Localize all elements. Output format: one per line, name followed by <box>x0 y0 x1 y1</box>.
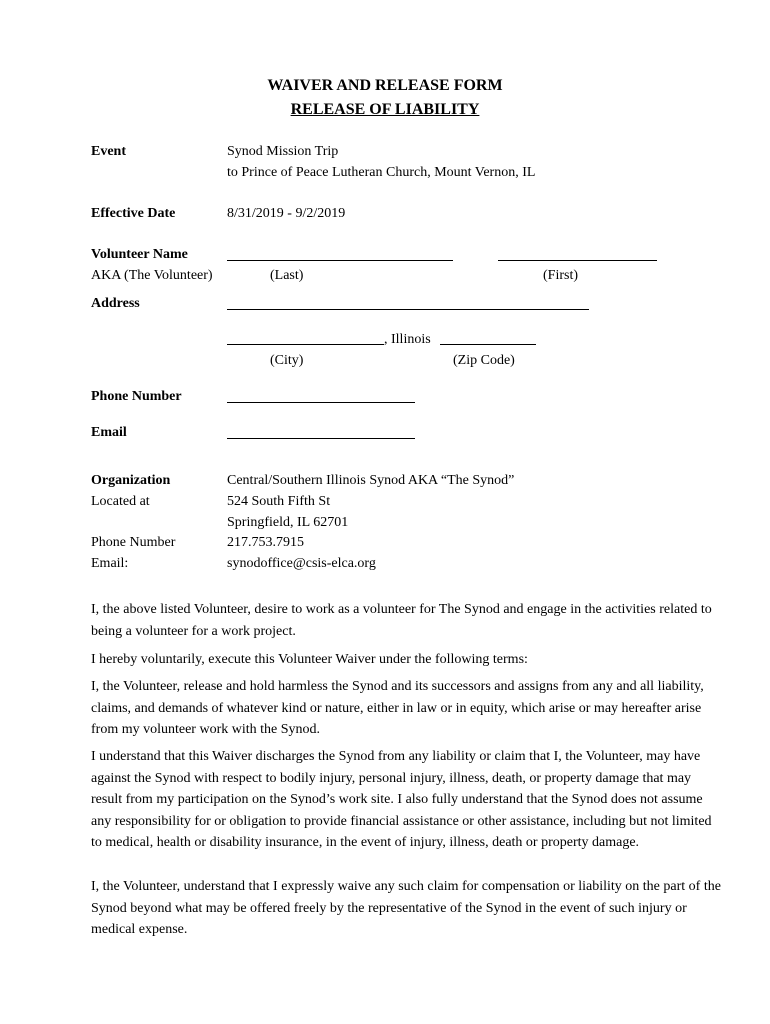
email-field[interactable] <box>227 438 415 439</box>
event-location: to Prince of Peace Lutheran Church, Mount Vernon, IL <box>227 165 536 180</box>
effective-date-value: 8/31/2019 - 9/2/2019 <box>227 206 346 221</box>
form-title: WAIVER AND RELEASE FORM <box>267 77 503 94</box>
paragraph-waive-claims: I, the Volunteer, understand that I expressly waive any such claim for compensation or liability on the part of the Synod beyond what may be offered freely by the representative of the Synod in the event of such injury or medical expense. <box>91 879 721 937</box>
event-name: Synod Mission Trip <box>227 144 339 159</box>
organization-email: synodoffice@csis-elca.org <box>227 556 376 571</box>
last-name-field[interactable] <box>227 260 453 261</box>
organization-phone: 217.753.7915 <box>227 535 304 550</box>
effective-date-label: Effective Date <box>91 206 176 221</box>
paragraph-execute-waiver: I hereby voluntarily, execute this Volunteer Waiver under the following terms: <box>91 652 528 667</box>
street-address-field[interactable] <box>227 309 589 310</box>
email-label: Email <box>91 425 127 440</box>
organization-name: Central/Southern Illinois Synod AKA “The Synod” <box>227 473 515 488</box>
address-label: Address <box>91 296 140 311</box>
last-name-caption: (Last) <box>270 268 304 283</box>
event-label: Event <box>91 144 126 159</box>
zip-code-caption: (Zip Code) <box>453 353 515 368</box>
paragraph-discharge: I understand that this Waiver discharges the Synod from any liability or claim that I, the Volunteer, may have against the Synod with respect to bodily injury, personal injury, illness, death, or property damage that may result from my participation on the Synod’s work site. I also fully understand that the Synod does not assume any responsibility for or obligation to provide financial assistance or other assistance, including but not limited to medical, health or disability insurance, in the event of injury, illness, death or property damage. <box>91 749 712 850</box>
city-caption: (City) <box>270 353 304 368</box>
zip-code-field[interactable] <box>440 344 536 345</box>
first-name-field[interactable] <box>498 260 657 261</box>
first-name-caption: (First) <box>543 268 578 283</box>
organization-city: Springfield, IL 62701 <box>227 515 349 530</box>
volunteer-aka-label: AKA (The Volunteer) <box>91 268 213 283</box>
state-text: , Illinois <box>384 332 431 347</box>
city-field[interactable] <box>227 344 384 345</box>
organization-street: 524 South Fifth St <box>227 494 331 509</box>
organization-label: Organization <box>91 473 171 488</box>
paragraph-release-harmless: I, the Volunteer, release and hold harmless the Synod and its successors and assigns from any and all liability, claims, and demands of whatever kind or nature, either in law or in equity, which arise or may hereafter arise from my volunteer work with the Synod. <box>91 679 704 737</box>
organization-phone-label: Phone Number <box>91 535 176 550</box>
organization-email-label: Email: <box>91 556 129 571</box>
form-subtitle: RELEASE OF LIABILITY <box>290 101 480 118</box>
paragraph-volunteer-intent: I, the above listed Volunteer, desire to work as a volunteer for The Synod and engage in the activities related to being a volunteer for a work project. <box>91 602 712 639</box>
phone-label: Phone Number <box>91 389 182 404</box>
located-at-label: Located at <box>91 494 150 509</box>
phone-field[interactable] <box>227 402 415 403</box>
volunteer-name-label: Volunteer Name <box>91 247 188 262</box>
